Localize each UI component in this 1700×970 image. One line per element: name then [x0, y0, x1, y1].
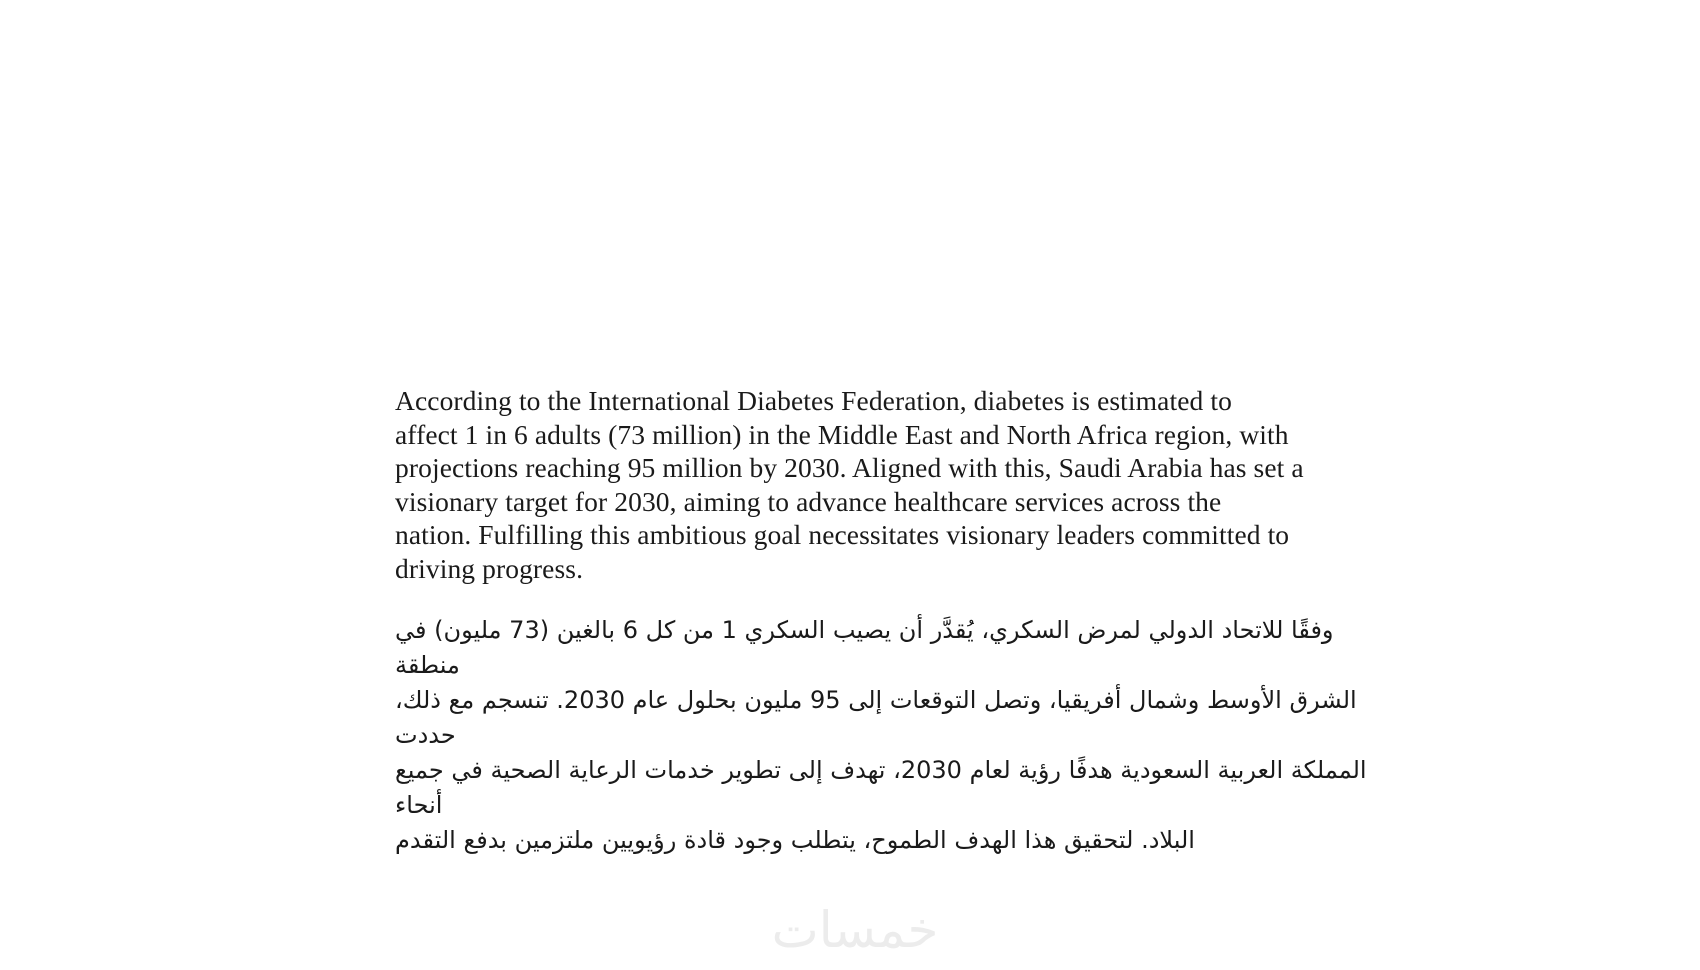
watermark-logo: [740, 900, 970, 960]
english-paragraph: According to the International Diabetes Federation, diabetes is estimated to affect 1 in 6 adults (73 million) in the Middle East and North Africa region, with projections reaching 95 million by 2030. Aligned with this, Saudi Arabia has set a visionary target for 2030, aiming to advance healthcare services across the nation. Fulfilling this ambitious goal necessitates visionary leaders committed to driving progress.: [395, 385, 1304, 584]
text-block: [395, 384, 1395, 858]
arabic-paragraph: وفقًا للاتحاد الدولي لمرض السكري، يُقدَّر أن يصيب السكري 1 من كل 6 بالغين (73 مليون) في منطقة الشرق الأوسط وشمال أفريقيا، وتصل التوقعات إلى 95 مليون بحلول عام 2030. تنسجم مع ذلك، حددت المملكة العربية السعودية هدفًا رؤية لعام 2030، تهدف إلى تطوير خدمات الرعاية الصحية في جميع أنحاء البلاد. لتحقيق هذا الهدف الطموح، يتطلب وجود قادة رؤيويين ملتزمين بدفع التقدم: [395, 616, 1367, 854]
watermark-text: خمسات: [771, 901, 939, 959]
